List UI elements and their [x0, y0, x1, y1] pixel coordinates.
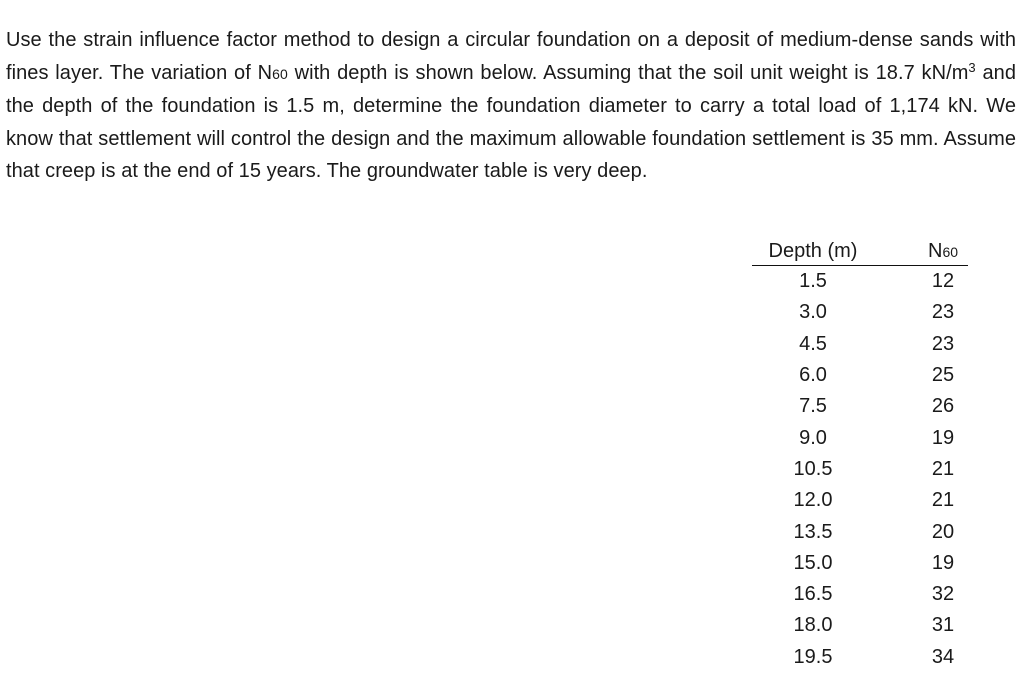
- n60-cell: 19: [931, 551, 955, 574]
- table-row: [752, 422, 968, 453]
- header-gap: [874, 229, 918, 266]
- n60-cell: 23: [931, 301, 955, 324]
- depth-cell: 3.0: [799, 301, 827, 324]
- depth-cell: 4.5: [799, 332, 827, 355]
- n60-subscript: 60: [272, 65, 288, 82]
- table-row: [752, 266, 968, 298]
- problem-text-part1: Use the strain influence factor method to design a circular foundation on a deposit of medium-dense sands with fines layer. The variation of N: [6, 29, 1016, 84]
- table-row: [752, 579, 968, 610]
- n60-cell: 19: [931, 426, 955, 449]
- table-row: [752, 329, 968, 360]
- cubed-superscript: 3: [968, 59, 976, 75]
- n60-cell: 25: [931, 364, 955, 387]
- depth-cell: 1.5: [799, 270, 827, 293]
- n60-cell: 34: [931, 645, 955, 668]
- header-depth: Depth (m): [752, 229, 874, 266]
- table-row: [752, 391, 968, 422]
- n60-cell: 23: [931, 332, 955, 355]
- problem-text-part2: with depth is shown below. Assuming that the soil unit weight is 18.7 kN/m: [287, 61, 969, 84]
- n60-cell: 21: [931, 457, 955, 480]
- depth-cell: 7.5: [799, 395, 827, 418]
- depth-cell: 10.5: [793, 457, 833, 480]
- table-row: [752, 610, 968, 641]
- table-row: [752, 485, 968, 516]
- n60-cell: 20: [931, 520, 955, 543]
- n60-cell: 32: [931, 583, 955, 606]
- table-row: [752, 642, 968, 673]
- depth-cell: 19.5: [793, 645, 833, 668]
- table-row: [752, 516, 968, 547]
- depth-cell: 18.0: [793, 614, 833, 637]
- depth-cell: 12.0: [793, 489, 833, 512]
- header-n60: [918, 229, 968, 266]
- depth-n60-table: [752, 229, 968, 673]
- header-n60-base: N: [927, 240, 943, 262]
- header-n60-subscript: 60: [942, 244, 959, 260]
- table-header-row: [752, 229, 968, 266]
- depth-cell: 6.0: [799, 364, 827, 387]
- problem-text-part3: and the depth of the foundation is 1.5 m, determine the foundation diameter to carry a total load of 1,174 kN. We know that settlement will control the design and the maximum allowable foundation settlement is 35 mm. Assume that creep is at the end of 15 years. The groundwater table is very deep.: [6, 61, 1016, 182]
- n60-cell: 31: [931, 614, 955, 637]
- depth-cell: 9.0: [799, 426, 827, 449]
- table-row: [752, 360, 968, 391]
- problem-statement: [6, 24, 1016, 188]
- table-row: [752, 454, 968, 485]
- table-row: [752, 297, 968, 328]
- n60-cell: 21: [931, 489, 955, 512]
- depth-cell: 15.0: [793, 551, 833, 574]
- n60-cell: 26: [931, 395, 955, 418]
- table-row: [752, 548, 968, 579]
- depth-cell: 13.5: [793, 520, 833, 543]
- depth-cell: 16.5: [793, 583, 833, 606]
- n60-cell: 12: [931, 270, 955, 293]
